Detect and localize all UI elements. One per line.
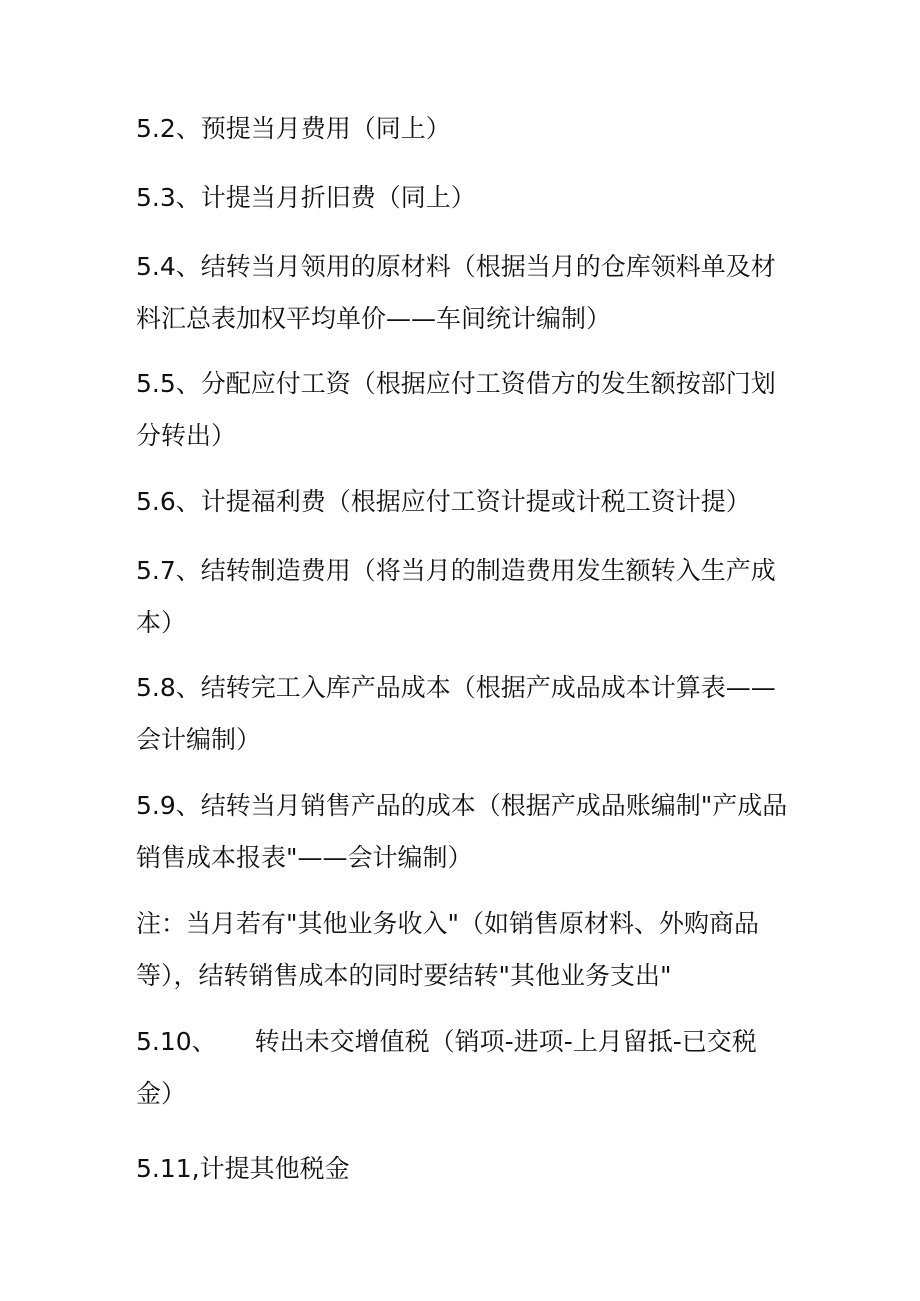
item-line: 5.11,计提其他税金 xyxy=(136,1154,350,1183)
item-line: 本） xyxy=(136,608,187,637)
item-5-8 xyxy=(136,662,786,766)
item-line: 5.2、预提当月费用（同上） xyxy=(136,114,451,143)
item-5-7 xyxy=(136,545,786,649)
note-other-business xyxy=(136,898,786,1002)
item-line: 会计编制） xyxy=(136,725,262,754)
item-line xyxy=(136,1016,786,1068)
item-line: 5.7、结转制造费用（将当月的制造费用发生额转入生产成 xyxy=(136,556,776,585)
item-number: 5.10、 xyxy=(136,1027,217,1056)
item-line: 5.3、计提当月折旧费（同上） xyxy=(136,183,476,212)
item-line: 销售成本报表"——会计编制） xyxy=(136,843,473,872)
item-line: 5.4、结转当月领用的原材料（根据当月的仓库领料单及材 xyxy=(136,252,776,281)
item-line: 金） xyxy=(136,1079,187,1108)
item-line: 分转出） xyxy=(136,421,237,450)
item-line: 注：当月若有"其他业务收入"（如销售原材料、外购商品 xyxy=(136,909,760,938)
item-5-5 xyxy=(136,358,786,462)
item-text: 转出未交增值税（销项-进项-上月留抵-已交税 xyxy=(254,1027,757,1056)
item-5-10 xyxy=(136,1016,786,1120)
item-line: 等），结转销售成本的同时要结转"其他业务支出" xyxy=(136,961,672,990)
item-5-9 xyxy=(136,780,786,884)
item-line: 料汇总表加权平均单价——车间统计编制） xyxy=(136,304,612,333)
item-5-6 xyxy=(136,476,786,528)
item-line: 5.5、分配应付工资（根据应付工资借方的发生额按部门划 xyxy=(136,369,776,398)
item-5-4 xyxy=(136,241,786,345)
item-5-3 xyxy=(136,172,786,224)
item-line: 5.9、结转当月销售产品的成本（根据产成品账编制"产成品 xyxy=(136,791,788,820)
item-line: 5.6、计提福利费（根据应付工资计提或计税工资计提） xyxy=(136,487,751,516)
item-5-2 xyxy=(136,103,786,155)
item-5-11 xyxy=(136,1143,786,1195)
item-line: 5.8、结转完工入库产品成本（根据产成品成本计算表—— xyxy=(136,673,776,702)
